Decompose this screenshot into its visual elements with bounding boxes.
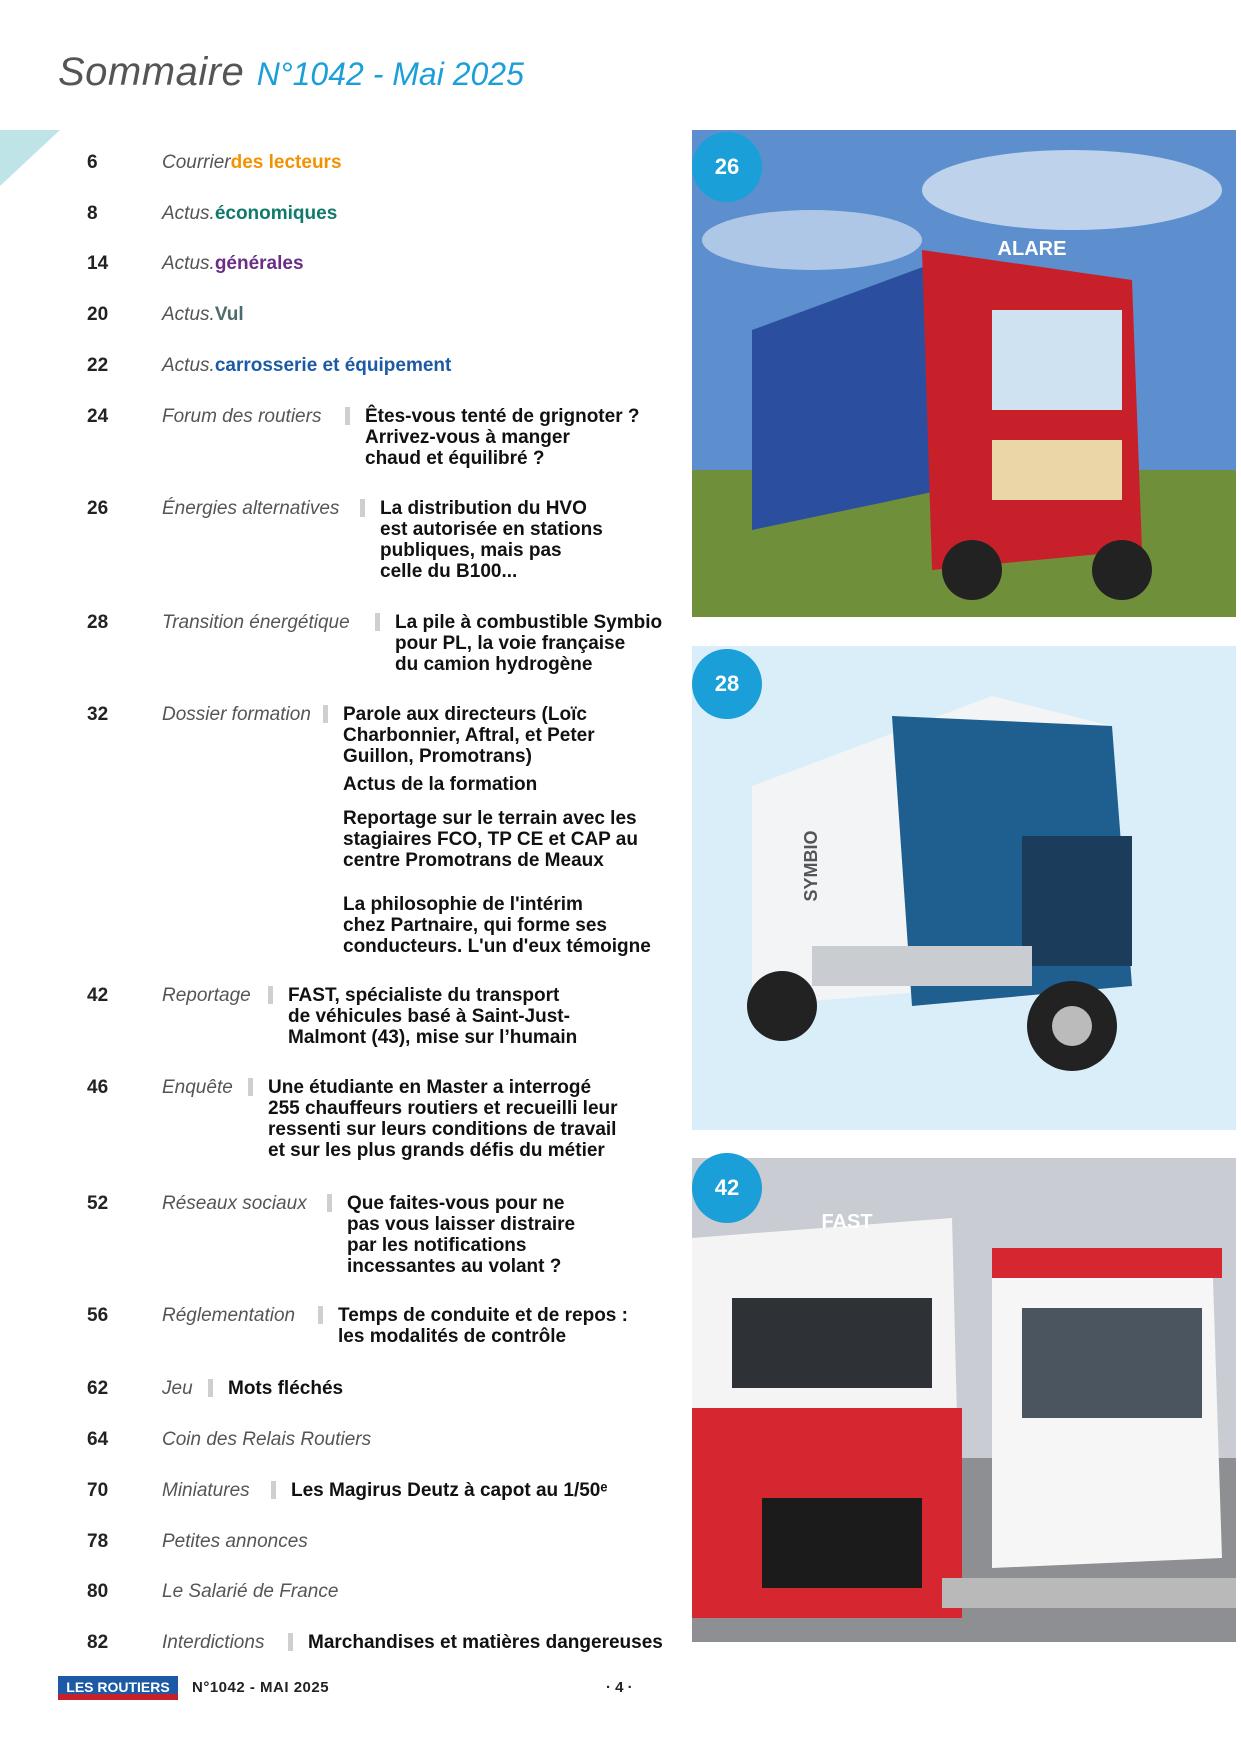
truck-photo — [692, 646, 1236, 1130]
toc-page-number: 82 — [87, 1632, 109, 1653]
toc-description — [308, 1632, 663, 1653]
toc-description — [380, 498, 603, 582]
toc-description-line: Êtes-vous tenté de grignoter ? — [365, 406, 640, 427]
toc-description — [291, 1480, 608, 1501]
toc-description — [343, 704, 595, 767]
toc-description-line: Temps de conduite et de repos : — [338, 1305, 628, 1326]
toc-section — [162, 1632, 264, 1654]
toc-description — [343, 774, 537, 795]
separator-bar — [248, 1078, 253, 1096]
toc-description-line: centre Promotrans de Meaux — [343, 850, 604, 871]
toc-description-line: Mots fléchés — [228, 1378, 344, 1399]
toc-section — [162, 304, 244, 326]
toc-description-line: Arrivez-vous à manger — [365, 427, 570, 448]
toc-description-line: 255 chauffeurs routiers et recueilli leur — [268, 1098, 618, 1119]
toc-description-line: du camion hydrogène — [395, 654, 593, 675]
toc-page-number: 52 — [87, 1193, 109, 1214]
toc-description-line: Les Magirus Deutz à capot au 1/50ᵉ — [291, 1480, 608, 1501]
toc-description-line: celle du B100... — [380, 561, 518, 582]
toc-section-topic: des lecteurs — [230, 152, 342, 173]
page-badge: 26 — [692, 132, 762, 202]
toc-description-line: Malmont (43), mise sur l’humain — [288, 1027, 578, 1048]
toc-description-line: La distribution du HVO — [380, 498, 587, 519]
toc-description — [338, 1305, 628, 1347]
separator-bar — [268, 986, 273, 1004]
separator-bar — [327, 1194, 332, 1212]
toc-page-number: 32 — [87, 704, 109, 725]
separator-bar — [318, 1306, 323, 1324]
toc-section-label: Actus. — [162, 253, 215, 274]
toc-description-line: les modalités de contrôle — [338, 1326, 567, 1347]
toc-section-topic: Vul — [214, 304, 244, 325]
toc-description-line: Parole aux directeurs (Loïc — [343, 704, 587, 725]
toc-page-number: 8 — [87, 203, 98, 224]
toc-description-line: de véhicules basé à Saint-Just- — [288, 1006, 570, 1027]
toc-description-line: La pile à combustible Symbio — [395, 612, 663, 633]
toc-page-number: 6 — [87, 152, 98, 173]
toc-page-number: 46 — [87, 1077, 109, 1098]
toc-description — [343, 808, 638, 871]
separator-bar — [271, 1481, 276, 1499]
toc-section — [162, 1305, 295, 1327]
toc-section-label: Transition énergétique — [162, 612, 350, 633]
svg-text:LES ROUTIERS: LES ROUTIERS — [66, 1679, 170, 1695]
toc-section — [162, 1581, 338, 1603]
toc-description-line: et sur les plus grands défis du métier — [268, 1140, 605, 1161]
toc-description-line: stagiaires FCO, TP CE et CAP au — [343, 829, 638, 850]
toc-description-line: La philosophie de l'intérim — [343, 894, 583, 915]
toc-page-number: 20 — [87, 304, 109, 325]
toc-page-number: 80 — [87, 1581, 109, 1602]
toc-section-label: Coin des Relais Routiers — [162, 1429, 372, 1450]
toc-section-label: Petites annonces — [162, 1531, 308, 1552]
toc-page-number: 78 — [87, 1531, 109, 1552]
separator-bar — [208, 1379, 213, 1397]
toc-description — [228, 1378, 343, 1399]
toc-section-label: Dossier formation — [162, 704, 311, 725]
toc-page-number: 42 — [87, 985, 109, 1006]
toc-section-topic: économiques — [214, 203, 338, 224]
toc-page-number: 14 — [87, 253, 109, 274]
toc-description-line: Reportage sur le terrain avec les — [343, 808, 637, 829]
separator-bar — [345, 407, 350, 425]
toc-section — [162, 203, 337, 225]
page-badge: 28 — [692, 649, 762, 719]
toc-section-label: Courrier — [162, 152, 231, 173]
toc-description-line: conducteurs. L'un d'eux témoigne — [343, 936, 651, 957]
toc-section-label: Actus. — [162, 355, 215, 376]
toc-page-number: 28 — [87, 612, 109, 633]
toc-description-line: publiques, mais pas — [380, 540, 562, 561]
toc-section-label: Miniatures — [162, 1480, 250, 1501]
toc-description-line: Que faites-vous pour ne — [347, 1193, 565, 1214]
toc-description-line: chez Partnaire, qui forme ses — [343, 915, 607, 936]
toc-section-label: Actus. — [162, 203, 215, 224]
toc-description — [395, 612, 662, 675]
toc-section-label: Le Salarié de France — [162, 1581, 339, 1602]
toc-description — [288, 985, 577, 1048]
toc-section — [162, 1531, 308, 1553]
separator-bar — [375, 613, 380, 631]
toc-description-line: est autorisée en stations — [380, 519, 603, 540]
toc-description-line: pas vous laisser distraire — [347, 1214, 576, 1235]
toc-section-label: Jeu — [162, 1378, 193, 1399]
toc-section — [162, 985, 251, 1007]
toc-description-line: ressenti sur leurs conditions de travail — [268, 1119, 617, 1140]
toc-page-number: 26 — [87, 498, 109, 519]
toc-description-line: chaud et équilibré ? — [365, 448, 545, 469]
separator-bar — [323, 705, 328, 723]
page-title: Sommaire — [58, 50, 245, 94]
toc-page-number: 24 — [87, 406, 109, 427]
page-badge: 42 — [692, 1153, 762, 1223]
issue-number: N°1042 - Mai 2025 — [256, 56, 524, 92]
page-footer — [58, 1676, 1238, 1706]
toc-description-line: Guillon, Promotrans) — [343, 746, 532, 767]
truck-photo — [692, 130, 1236, 617]
toc-description — [343, 894, 651, 957]
toc-section-label: Forum des routiers — [162, 406, 322, 427]
toc-section — [162, 152, 342, 174]
svg-text:ALARE: ALARE — [997, 238, 1067, 260]
toc-section-topic: générales — [214, 253, 304, 274]
toc-description — [268, 1077, 618, 1161]
toc-section-label: Reportage — [162, 985, 251, 1006]
toc-description-line: par les notifications — [347, 1235, 527, 1256]
toc-section-label: Actus. — [162, 304, 215, 325]
toc-section-label: Énergies alternatives — [162, 498, 340, 519]
truck-photo — [692, 1158, 1236, 1642]
toc-section-label: Enquête — [162, 1077, 233, 1098]
toc-section — [162, 1077, 233, 1099]
toc-section-label: Réseaux sociaux — [162, 1193, 307, 1214]
toc-description-line: FAST, spécialiste du transport — [288, 985, 560, 1006]
toc-page-number: 56 — [87, 1305, 109, 1326]
toc-section — [162, 612, 350, 634]
toc-section-topic: carrosserie et équipement — [214, 355, 452, 376]
toc-section — [162, 1193, 307, 1215]
toc-section — [162, 406, 321, 428]
toc-description — [365, 406, 639, 469]
toc-description-line: incessantes au volant ? — [347, 1256, 562, 1277]
toc-page-number: 64 — [87, 1429, 109, 1450]
svg-text:SYMBIO: SYMBIO — [801, 830, 821, 902]
toc-section — [162, 1378, 193, 1400]
svg-text:FAST: FAST — [821, 1211, 873, 1233]
separator-bar — [360, 499, 365, 517]
toc-section — [162, 704, 311, 726]
page-number: · 4 · — [606, 1679, 633, 1696]
separator-bar — [288, 1633, 293, 1651]
toc-page-number: 70 — [87, 1480, 109, 1501]
toc-description — [347, 1193, 575, 1277]
toc-section-label: Réglementation — [162, 1305, 296, 1326]
toc-section — [162, 253, 304, 275]
toc-section — [162, 498, 339, 520]
les-routiers-logo — [58, 1676, 178, 1700]
toc-description-line: Marchandises et matières dangereuses — [308, 1632, 663, 1653]
toc-description-line: pour PL, la voie française — [395, 633, 626, 654]
toc-section — [162, 1480, 250, 1502]
toc-section — [162, 1429, 371, 1451]
toc-description-line: Charbonnier, Aftral, et Peter — [343, 725, 595, 746]
footer-issue: N°1042 - MAI 2025 — [192, 1679, 330, 1696]
toc-section — [162, 355, 451, 377]
toc-page-number: 62 — [87, 1378, 109, 1399]
toc-page-number: 22 — [87, 355, 109, 376]
toc-section-label: Interdictions — [162, 1632, 265, 1653]
toc-description-line: Actus de la formation — [343, 774, 538, 795]
toc-description-line: Une étudiante en Master a interrogé — [268, 1077, 592, 1098]
